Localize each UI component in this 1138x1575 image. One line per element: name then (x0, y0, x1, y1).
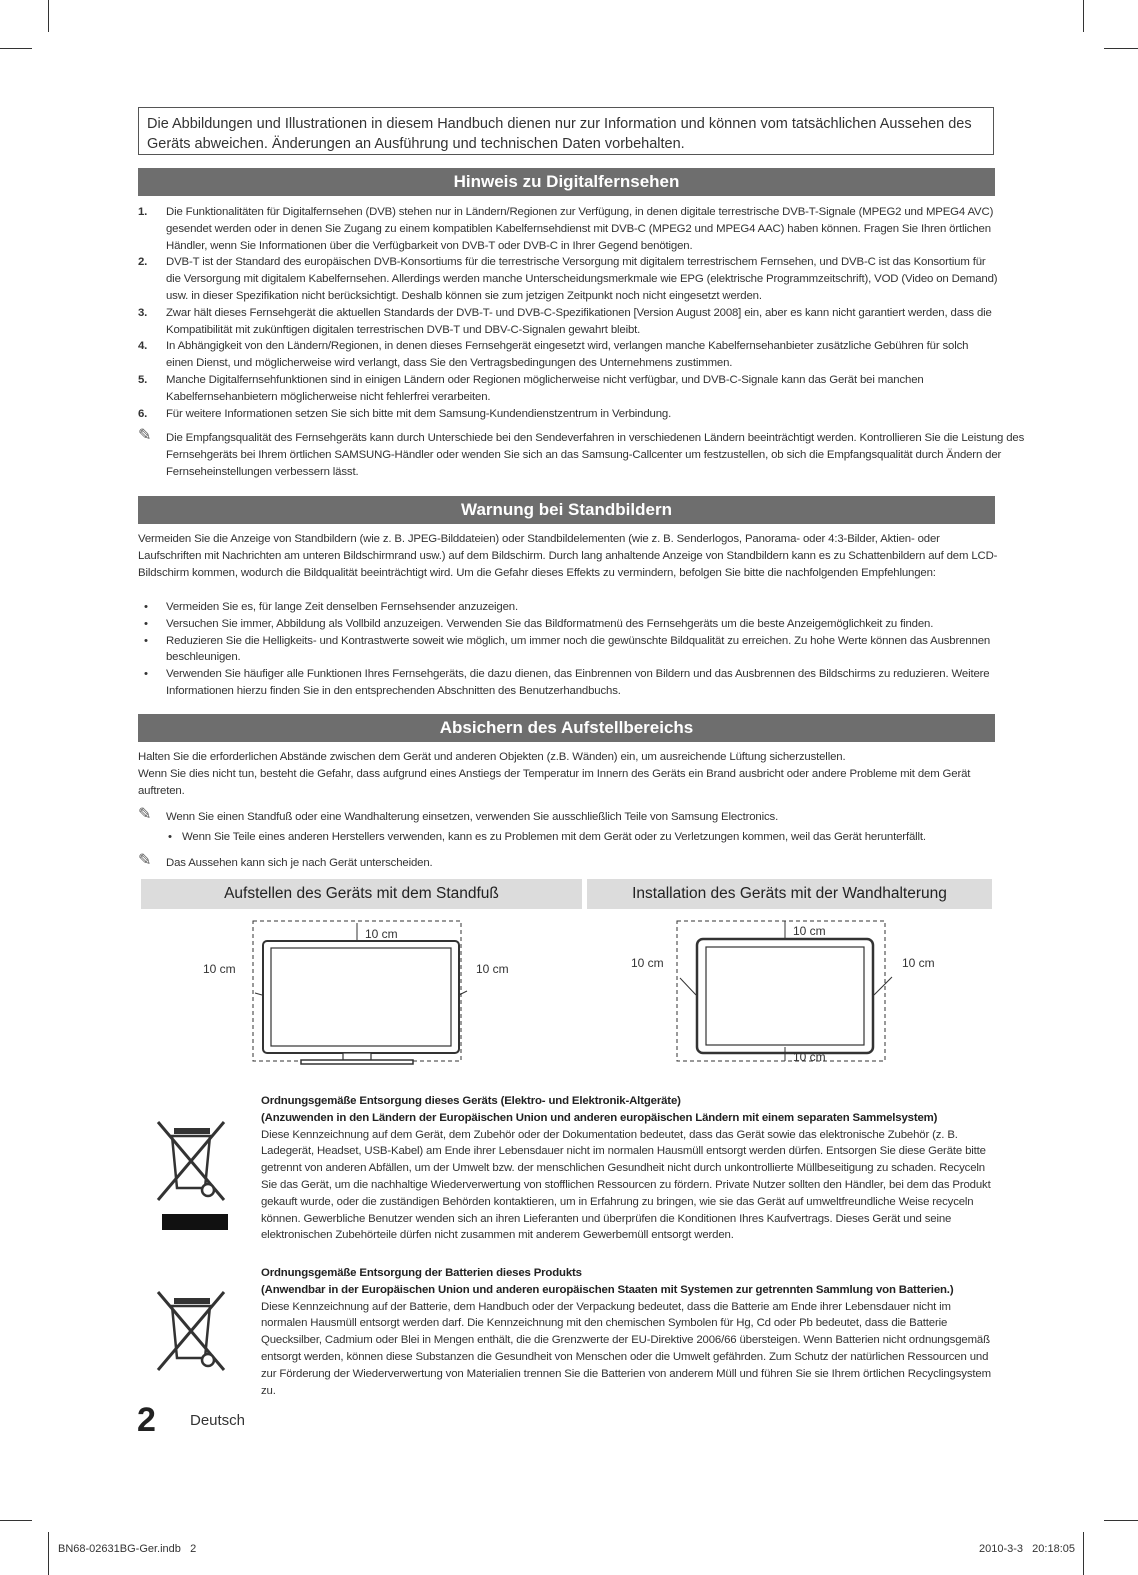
list-item: 2. DVB-T ist der Standard des europäischen DVB-Konsortiums für die terrestrische Versorgung mit digitalem terrestrischem Fernsehen, und DVB-C ist das Konsortium für die Versorgung mit digitalem Kabelfernsehen. Allerdings werden manche Unterscheidungsmerkmale wie EPG (elektrische Programmzeitschrift), VOD (Video on Demand) usw. in dieser Spezifikation nicht berücksichtigt. Deshalb können sie zum jetzigen Zeitpunkt noch nicht eingesetzt werden. (138, 256, 998, 302)
device-text: Diese Kennzeichnung auf dem Gerät, dem Zubehör oder der Dokumentation bedeutet, dass das Gerät sowie das elektronische Zubehör (z. B. Ladegerät, Headset, USB-Kabel) am Ende ihrer Lebensdauer nicht im normalen Hausmüll entsorgt werden dürfen. Entsorgen Sie diese Geräte bitte getrennt von anderen Abfällen, um der Umwelt bzw. der menschlichen Gesundheit nicht durch unkontrollierte Müllbeseitigung zu schaden. Recyceln Sie das Gerät, um die nachhaltige Wiederverwertung von stofflichen Ressourcen zu fördern. Private Nutzer sollten den Händler, bei dem das Produkt gekauft wurde, oder die zuständigen Behörden kontaktieren, um in Erfahrung zu bringen, wie sie das Gerät auf umweltfreundliche Weise recyceln können. Gewerbliche Benutzer wenden sich an ihren Lieferanten und überprüfen die Konditionen Ihres Kaufvertrags. Dieses Gerät und seine elektronischen Zubehörteile dürfen nicht zusammen mit anderem Gewerbemüll entsorgt werden. (261, 1128, 991, 1242)
list-item: • Verwenden Sie häufiger alle Funktionen Ihres Fernsehgeräts, die dazu dienen, das Einbrennen von Bildern und das Ausbrennen des Bildschirms zu reduzieren. Weitere Informationen hierzu finden Sie in den entsprechenden Abschnitten des Benutzerhandbuchs. (144, 668, 990, 697)
install-note-appearance: ✎ Das Aussehen kann sich je nach Gerät unterscheiden. (138, 852, 433, 869)
install-paragraph: Halten Sie die erforderlichen Abstände zwischen dem Gerät und anderen Objekten (z.B. Wänden) ein, um ausreichende Lüftung sicherzustellen. Wenn Sie dies nicht tun, besteht die Gefahr, dass aufgrund eines Anstiegs der Temperatur im Innern des Geräts ein Brand ausbricht oder andere Probleme mit dem Gerät auftreten. (138, 751, 971, 797)
dim-top: 10 cm (793, 924, 826, 938)
pencil-note-icon: ✎ (138, 427, 152, 444)
crop-mark (1083, 0, 1084, 32)
section-title-digital: Hinweis zu Digitalfernsehen (138, 168, 995, 196)
crop-mark (0, 1520, 32, 1521)
crop-mark (0, 48, 32, 49)
warning-list (138, 599, 998, 700)
install-note-sub: • Wenn Sie Teile eines anderen Herstellers verwenden, kann es zu Problemen mit dem Gerät oder zu Verletzungen kommen, weil das Gerät herunterfällt. (168, 831, 926, 843)
battery-subtitle: (Anwendbar in der Europäischen Union und anderen europäischen Staaten mit Systemen zur getrennten Sammlung von Batterien.) (261, 1283, 954, 1296)
list-item: • Versuchen Sie immer, Abbildung als Vollbild anzuzeigen. Verwenden Sie das Bildformatmenü des Fernsehgeräts um die beste Anzeigemöglichkeit zu finden. (144, 617, 934, 630)
digital-list (138, 204, 998, 422)
stand-subtitle: Aufstellen des Geräts mit dem Standfuß (141, 879, 582, 909)
dim-left: 10 cm (631, 956, 664, 970)
list-item: 5. Manche Digitalfernsehfunktionen sind in einigen Ländern oder Regionen möglicherweise nicht verfügbar, und DVB-C-Signale kann das Gerät bei manchen Kabelfernsehanbietern möglicherweise nicht fehlerfrei verarbeiten. (138, 373, 924, 403)
crop-mark (1104, 1520, 1138, 1521)
list-item: • Reduzieren Sie die Helligkeits- und Kontrastwerte soweit wie möglich, um immer noch die gewünschte Bildqualität zu erreichen. Zu hohe Werte können das Ausbrennen beschleunigen. (144, 634, 991, 664)
list-item: 4. In Abhängigkeit von den Ländern/Regionen, in denen dieses Fernsehgerät eingesetzt wird, verlangen manche Kabelfernsehanbieter zusätzliche Gebühren für solch einen Dienst, und möglicherweise wird verlangt, dass Sie den Vertragsbedingungen des Unternehmens zustimmen. (138, 340, 969, 370)
dim-right: 10 cm (476, 962, 509, 976)
crossed-bin-icon (150, 1118, 235, 1233)
device-subtitle: (Anzuwenden in den Ländern der Europäischen Union und anderen europäischen Ländern mit einem separaten Sammelsystem) (261, 1111, 938, 1124)
disposal-battery (261, 1265, 996, 1399)
section-title-warning: Warnung bei Standbildern (138, 496, 995, 524)
page-number: 2 (137, 1401, 156, 1439)
warning-intro: Vermeiden Sie die Anzeige von Standbildern (wie z. B. JPEG-Bilddateien) oder Standbildelementen (wie z. B. Senderlogos, Panorama- oder 4:3-Bilder, Aktien- oder Laufschriften mit Nachrichten am unteren Bildschirmrand usw.) auf dem Bildschirm. Durch lang anhaltende Anzeige von Standbildern kann es zu Schattenbildern auf dem LCD-Bildschirm kommen, wodurch die Bildqualität beeinträchtigt wird. Um die Gefahr dieses Effekts zu vermindern, befolgen Sie bitte die nachfolgenden Empfehlungen: (138, 533, 998, 579)
pencil-note-icon: ✎ (138, 806, 152, 823)
list-item: 6. Für weitere Informationen setzen Sie sich bitte mit dem Samsung-Kundendienstzentrum in Verbindung. (138, 407, 672, 420)
crop-mark (48, 0, 49, 32)
battery-text: Diese Kennzeichnung auf der Batterie, dem Handbuch oder der Verpackung bedeutet, dass die Batterie am Ende ihrer Lebensdauer nicht im normalen Hausmüll entsorgt werden darf. Die Kennzeichnung mit den chemischen Symbolen für Hg, Cd oder Pb bedeutet, dass die Batterie Quecksilber, Cadmium oder Blei in Mengen enthält, die die Grenzwerte der EU-Direktive 2006/66 übersteigen. Wenn Batterien nicht ordnungsgemäß entsorgt werden, können diese Substanzen die Gesundheit von Menschen oder die Umwelt gefährden. Zum Schutz der natürlichen Ressourcen und zur Förderung der Wiederverwertung von Materialien trennen Sie die Batterien von anderem Müll und führen Sie sie Ihrem örtlichen Recyclingsystem zu. (261, 1300, 991, 1397)
pencil-note-icon: ✎ (138, 852, 152, 869)
dim-right: 10 cm (902, 956, 935, 970)
dim-top: 10 cm (365, 927, 398, 941)
wall-subtitle: Installation des Geräts mit der Wandhalterung (587, 879, 992, 909)
dim-left: 10 cm (203, 962, 236, 976)
section-title-install: Absichern des Aufstellbereichs (138, 714, 995, 742)
device-title: Ordnungsgemäße Entsorgung dieses Geräts (Elektro- und Elektronik-Altgeräte) (261, 1095, 681, 1107)
stand-diagram (195, 915, 525, 1070)
wall-diagram (625, 915, 955, 1070)
install-note-parts: ✎ Wenn Sie einen Standfuß oder eine Wandhalterung einsetzen, verwenden Sie ausschließlich Teile von Samsung Electronics. (138, 806, 779, 823)
disposal-device (261, 1093, 996, 1244)
crop-mark (1104, 48, 1138, 49)
crop-mark (48, 1532, 49, 1575)
page-language: Deutsch (190, 1412, 246, 1429)
list-item: 1. Die Funktionalitäten für Digitalfernsehen (DVB) stehen nur in Ländern/Regionen zur Verfügung, in denen digitale terrestrische DVB-T-Signale (MPEG2 und MPEG4 AVC) gesendet werden oder in denen Sie Zugang zu einem kompatiblen Kabelfernsehdienst mit DVB-C (MPEG2 und MPEG4 AAC) haben können. Fragen Sie Ihren örtlichen Händler, wenn Sie Informationen über die Verfügbarkeit von DVB-T oder DVB-C in Ihrer Gegend benötigen. (138, 206, 994, 252)
list-item: • Vermeiden Sie es, für lange Zeit denselben Fernsehsender anzuzeigen. (144, 601, 518, 613)
disclaimer-box: Die Abbildungen und Illustrationen in diesem Handbuch dienen nur zur Information und können vom tatsächlichen Aussehen des Geräts abweichen. Änderungen an Ausführung und technischen Daten vorbehalten. (138, 107, 994, 155)
dim-bottom: 10 cm (793, 1050, 826, 1064)
footer-file: BN68-02631BG-Ger.indb 2 (58, 1543, 197, 1555)
battery-title: Ordnungsgemäße Entsorgung der Batterien dieses Produkts (261, 1267, 582, 1279)
digital-note: ✎ Die Empfangsqualität des Fernsehgeräts kann durch Unterschiede bei den Sendeverfahren in verschiedenen Ländern beeinträchtigt werden. Kontrollieren Sie die Leistung des Fernsehgeräts bei Ihrem örtlichen SAMSUNG-Händler oder wenden Sie sich an das Samsung-Callcenter um festzustellen, ob sich die Empfangsqualität durch Ändern der Fernseheinstellungen verbessern lässt. (138, 427, 1025, 478)
crossed-bin-icon (150, 1290, 235, 1380)
footer-timestamp: 2010-3-3 20:18:05 (978, 1543, 1075, 1555)
list-item: 3. Zwar hält dieses Fernsehgerät die aktuellen Standards der DVB-T- und DVB-C-Spezifikationen [Version August 2008] ein, aber es kann nicht garantiert werden, dass die Kompatibilität mit zukünftigen digitalen terrestrischen DVB-T und DBV-C-Signalen gewahrt bleibt. (138, 306, 992, 336)
crop-mark (1083, 1532, 1084, 1575)
